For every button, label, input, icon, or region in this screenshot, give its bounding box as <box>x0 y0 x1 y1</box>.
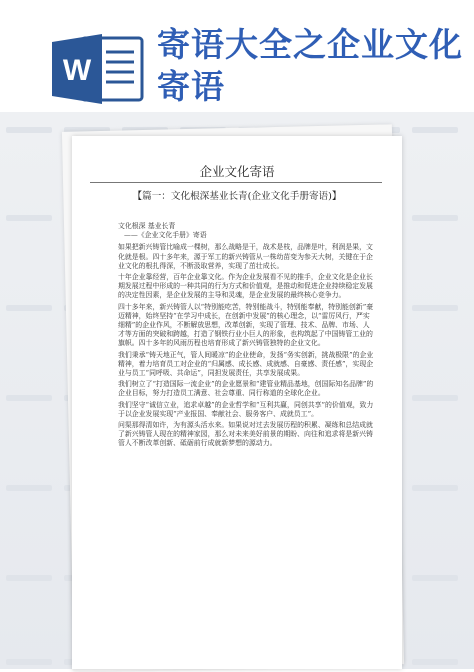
section-heading: 【篇一：文化根深基业长青(企业文化手册寄语)】 <box>132 191 342 202</box>
word-document-icon <box>52 34 144 104</box>
banner-title: 寄语大全之企业文化寄语 <box>157 25 463 106</box>
paragraph: 问渠那得清如许，为有源头活水来。如果说对过去发展历程的积累、凝练和总结成就了新兴铸管人现在的精神家园，那么对未来美好前景的期盼、向往和追求将是新兴铸管人不断改革创新、砥砺前行成就新梦想的源动力。 <box>118 421 373 448</box>
paragraph: 我们树立了“打造国际一流企业”的企业愿景和“建管业精品基地，创国际知名品牌”的企业目标，努力打造员工满意、社会尊重、同行称道的全球化企业。 <box>118 380 374 398</box>
document-body <box>118 222 374 451</box>
document-page <box>72 136 402 669</box>
paragraph: 如果把新兴铸管比喻成一棵树，那么战略是干，战术是枝，品牌是叶，利润是果，文化就是根。四十多年来，源于军工的新兴铸管从一株幼苗变为参天大树，关键在于企业文化的根扎得深，不断汲取营养，实现了茁壮成长。 <box>118 243 373 270</box>
paragraph: 十年企业靠经营，百年企业靠文化。作为企业发展看不见的推手，企业文化是企业长期发展过程中形成的一种共同的行为方式和价值观，是推动和促进企业持续稳定发展的决定性因素，是企业发展的主导和灵魂，是企业发展的最终核心竞争力。 <box>118 273 373 300</box>
word-logo-letter: W <box>62 54 92 87</box>
banner <box>0 0 474 112</box>
paragraph: 我们秉承“铸天地正气，管人间暖凉”的企业使命，发扬“务实创新，挑战极限”的企业精神，着力培育员工对企业的“归属感、成长感、成就感、自豪感、责任感”，实现企业与员工“同呼吸、共命运”，同担发展责任，共享发展成果。 <box>118 350 374 378</box>
subheading: 文化根深 基业长青 <box>118 222 176 230</box>
subheading-attribution: ——《企业文化手册》寄语 <box>124 231 207 240</box>
document-title: 企业文化寄语 <box>199 164 275 179</box>
paragraph: 我们坚守“诚信立业，追求卓越”的企业哲学和“互利共赢，同创共享”的价值观，致力于以企业发展实现“产业报国、奉献社会、服务客户、成就员工”。 <box>118 400 374 418</box>
title-divider <box>90 182 382 183</box>
paragraph: 四十多年来，新兴铸管人以“特别能吃苦，特别能战斗，特别能奉献，特别能创新”豪迈精神，始终坚持“在学习中成长，在创新中发展”的核心理念，以“雷厉风行，严实细精”的企业作风，不断解放思想，改革创新，实现了管理、技术、品牌、市场、人才等方面的突破和跨越，打造了钢铁行业小巨人的形象，也构筑起了中国铸管工业的旗帜。四十多年的风雨历程也培育形成了新兴铸管独特的企业文化。 <box>118 302 374 348</box>
